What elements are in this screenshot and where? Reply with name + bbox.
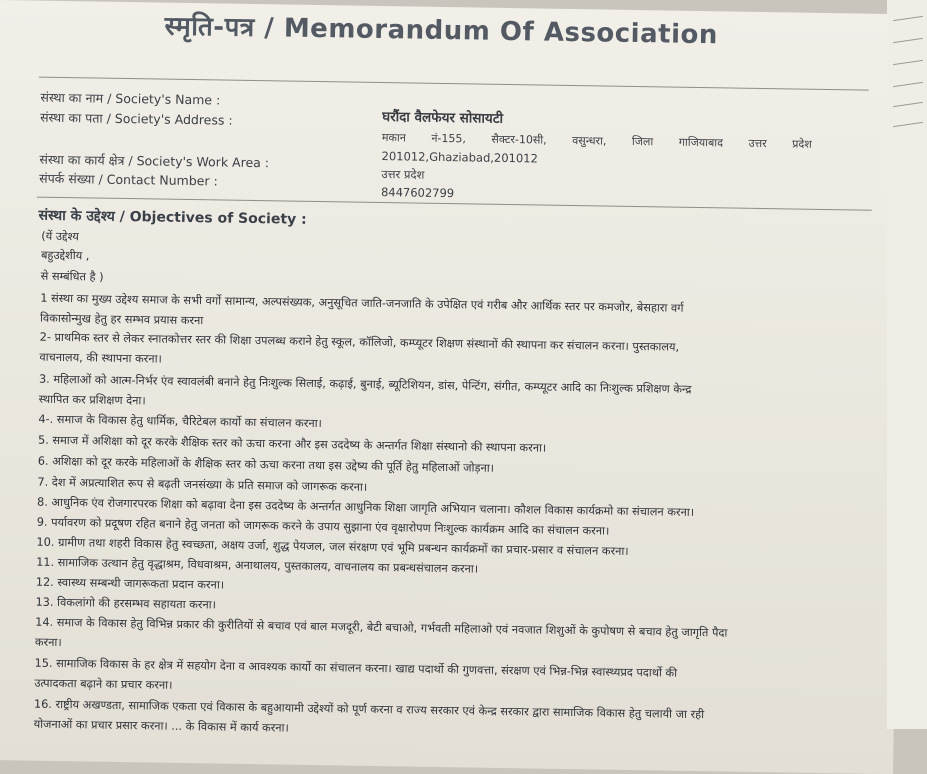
society-name-value: घरौंदा वैलफेयर सोसायटी xyxy=(382,109,504,127)
objective-line: 4-. समाज के विकास हेतु धार्मिक, चैरिटेबल कार्यो का संचालन करना। xyxy=(38,412,322,431)
address-word: वसुन्धरा, xyxy=(572,134,607,148)
objective-line: उत्पादकता बढ़ाने का प्रचार करना। xyxy=(34,676,173,692)
objective-line: 6. अशिक्षा को दूर करके महिलाओं के शैक्षिक स्तर को ऊचा करना तथा इस उद्देष्य की पूर्ति हेतु महिलाओं जोड़ना। xyxy=(37,454,495,475)
objective-line: 9. पर्यावरण को प्रदूषण रहित बनाने हेतु जनता को जागरूक करने के उपाय सुझाना एंव वृक्षारोपण निःशुल्क कार्यक्रम आदि का संचालन करना। xyxy=(36,515,610,538)
objective-line: 11. सामाजिक उत्थान हेतु वृद्धाश्रम, विधवाश्रम, अनाथालय, पुस्तकालय, वाचनालय का प्रबन्धसंचालन करना। xyxy=(36,555,479,576)
page-edge-stack xyxy=(887,0,927,729)
objective-line: 8. आधुनिक एंव रोजगारपरक शिक्षा को बढ़ावा देना इस उददेष्य के अन्तर्गत आधुनिक शिक्षा जागृति अभियान चलाना। कौशल विकास कार्यक्रमो का संचालन करना। xyxy=(37,495,695,519)
objective-line: विकासोन्मुख हेतु हर सम्भव प्रयास करना xyxy=(39,311,204,328)
contact-number-value: 8447602799 xyxy=(380,185,455,201)
objectives-intro-line: से सम्बंधित है ) xyxy=(40,269,104,284)
objectives-intro-line: (यें उद्देश्य xyxy=(41,229,79,244)
objective-line: 13. विकलांगो की हरसम्भव सहायता करना। xyxy=(35,595,217,612)
objective-line: 15. सामाजिक विकास के हर क्षेत्र में सहयोग देना व आवश्यक कार्यो का संचालन करना। खाद्य पदार्थो की गुणवत्ता, संरक्षण एवं भिन्न-भिन्न स्वास्थ्यप्रद पदार्थो की xyxy=(34,656,678,680)
objective-line: 3. महिलाओं को आत्म-निर्भर एंव स्वावलंबी बनाने हेतु निःशुल्क सिलाई, कढ़ाई, बुनाई, ब्यूटिशियन, डांस, पेन्टिंग, संगीत, कम्प्यूटर आदि का निःशुल्क प्रशिक्षण केन्द्र xyxy=(38,372,692,396)
objective-line: 14. समाज के विकास हेतु विभिन्न प्रकार की कुरीतियों से बचाव एवं बाल मजदूरी, बेटी बचाओ, गर्भवती महिलाओ एवं नवजात शिशुओं के कुपोषण से बचाव हेतु जागृति पैदा xyxy=(35,615,728,640)
objective-line: योजनाओं का प्रचार प्रसार करना। ... के विकास में कार्य करना। xyxy=(33,717,289,735)
objective-line: स्थापित कर प्रशिक्षण देना। xyxy=(38,392,146,408)
work-area-label: संस्था का कार्य क्षेत्र / Society's Work Area : xyxy=(39,151,270,171)
objective-line: वाचनालय, की स्थापना करना। xyxy=(39,350,162,366)
header-divider xyxy=(39,77,869,91)
document-title: स्मृति-पत्र / Memorandum Of Association xyxy=(164,11,719,51)
objective-line: 5. समाज में अशिक्षा को दूर करके शैक्षिक स्तर को ऊचा करना और इस उददेष्य के अन्तर्गत शिक्षा संस्थानो की स्थापना करना। xyxy=(37,433,547,455)
address-word: जिला xyxy=(631,134,654,149)
society-address-label: संस्था का पता / Society's Address : xyxy=(40,109,233,128)
contact-number-label: संपर्क संख्या / Contact Number : xyxy=(39,170,218,189)
objective-line: 10. ग्रामीण तथा शहरी विकास हेतु स्वच्छता, अक्षय उर्जा, शुद्ध पेयजल, जल संरक्षण एवं भूमि प्रबन्धन कार्यक्रमों का प्रचार-प्रसार व संचालन करना। xyxy=(36,535,629,558)
address-word: मकान xyxy=(381,131,406,145)
work-area-value: उत्तर प्रदेश xyxy=(381,167,425,182)
address-word: नं-155, xyxy=(431,131,467,146)
objective-line: करना। xyxy=(34,635,62,650)
objectives-heading: संस्था के उद्देश्य / Objectives of Society : xyxy=(38,207,307,228)
objective-line: 2- प्राथमिक स्तर से लेकर स्नातकोत्तर स्तर की शिक्षा उपलब्ध कराने हेतु स्कूल, कॉलिजो, कम्प्यूटर शिक्षण संस्थानों की स्थापना कर संचालन करना। पुस्तकालय, xyxy=(39,330,680,354)
society-address-line-2: 201012,Ghaziabad,201012 xyxy=(381,149,538,166)
objective-line: 16. राष्ट्रीय अखण्डता, सामाजिक एकता एवं विकास के बहुआयामी उद्देश्यों को पूर्ण करना व राज्य सरकार एवं केन्द्र सरकार द्वारा सामाजिक विकास हेतु चलायी जा रही xyxy=(33,697,705,722)
address-word: प्रदेश xyxy=(792,137,812,151)
objective-line: 12. स्वास्थ्य सम्बन्धी जागरूकता प्रदान करना। xyxy=(35,575,225,592)
society-name-label: संस्था का नाम / Society's Name : xyxy=(40,89,221,108)
objective-line: 7. देश में अप्रत्याशित रूप से बढ़ती जनसंख्या के प्रति समाज को जागरूक करना। xyxy=(37,475,368,494)
objective-line: 1 संस्था का मुख्य उद्देश्य समाज के सभी वर्गो सामान्य, अल्पसंख्यक, अनुसूचित जाति-जनजाति के उपेक्षित एवं गरीब और आर्थिक स्तर पर कमजोर, बेसहारा वर्ग xyxy=(40,291,684,315)
society-address-line-1 xyxy=(382,130,812,152)
address-word: सैक्टर-10सी, xyxy=(491,132,547,147)
objectives-intro-line: बहुउद्देशीय , xyxy=(40,248,90,263)
address-word: उत्तर xyxy=(748,136,767,151)
address-word: गाजियाबाद xyxy=(678,135,724,150)
